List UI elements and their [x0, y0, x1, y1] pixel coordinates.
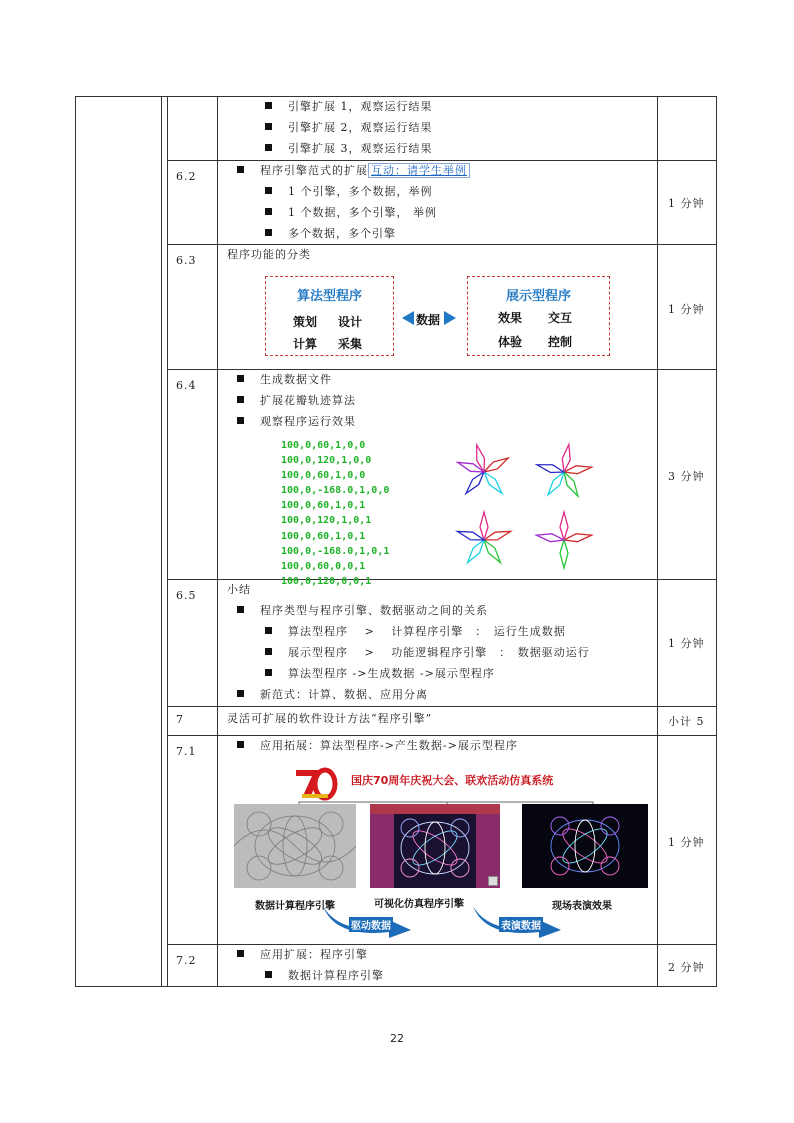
heading-text: 程序功能的分类 — [227, 248, 311, 261]
bullet-text: 观察程序运行效果 — [260, 415, 356, 428]
bullet-text: 多个数据，多个引擎 — [288, 227, 396, 240]
code-line: 100,0,60,0,0,1 — [281, 560, 366, 572]
bullet-icon — [237, 396, 244, 403]
algorithm-program-box — [265, 276, 394, 356]
bullet-text: 算法型程序 ->生成数据 ->展示型程序 — [288, 667, 495, 680]
section-number: 7 — [176, 713, 184, 726]
interaction-link[interactable]: 互动：请学生举例 — [368, 163, 470, 178]
row-content — [227, 580, 590, 706]
diagram-item: 计算 — [293, 337, 318, 351]
bullet-text: 1 个引擎，多个数据，举例 — [288, 185, 433, 198]
data-label: 数据 — [416, 313, 441, 327]
code-line: 100,0,-168.0,1,0,1 — [281, 545, 390, 557]
caption-calculation-engine: 数据计算程序引擎 — [255, 901, 335, 912]
bullet-text: 应用扩展：程序引擎 — [260, 948, 368, 961]
petal-pattern-1 — [452, 440, 516, 504]
bullet-icon — [265, 669, 272, 676]
bullet-icon — [265, 648, 272, 655]
diagram-item: 交互 — [548, 311, 573, 325]
bullet-text: 数据计算程序引擎 — [288, 969, 384, 982]
table-border-right — [716, 96, 717, 986]
bullet-icon — [265, 208, 272, 215]
petal-pattern-4 — [532, 508, 596, 572]
right-arrow-icon — [444, 311, 456, 325]
diagram-item: 策划 — [293, 315, 318, 329]
table-border-left — [75, 96, 76, 986]
table-divider-d — [657, 96, 658, 986]
section-number: 6.4 — [176, 379, 197, 392]
page-number: 22 — [390, 1032, 404, 1045]
data-file-code — [281, 438, 389, 589]
bullet-icon — [237, 950, 244, 957]
bullet-text: 程序类型与程序引擎、数据驱动之间的关系 — [260, 604, 488, 617]
bullet-icon — [237, 375, 244, 382]
bullet-icon — [237, 606, 244, 613]
diagram-title: 国庆70周年庆祝大会、联欢活动仿真系统 — [351, 774, 554, 787]
bullet-text: 应用拓展：算法型程序->产生数据->展示型程序 — [260, 739, 518, 752]
code-line: 100,0,60,1,0,1 — [281, 500, 366, 512]
petal-pattern-3 — [452, 508, 516, 572]
bullet-icon — [237, 741, 244, 748]
diagram-item: 效果 — [498, 311, 523, 325]
bullet-icon — [265, 187, 272, 194]
heading-text: 灵活可扩展的软件设计方法“程序引擎” — [227, 712, 433, 725]
heading-text: 小结 — [227, 583, 251, 596]
bullet-icon — [265, 102, 272, 109]
table-border-bottom — [75, 986, 717, 987]
code-line: 100,0,120,1,0,0 — [281, 455, 372, 467]
code-line: 100,0,60,1,0,0 — [281, 440, 366, 451]
bullet-icon — [265, 123, 272, 130]
code-line: 100,0,120,1,0,1 — [281, 515, 372, 527]
algorithm-program-title: 算法型程序 — [296, 289, 362, 304]
bullet-text: 算法型程序 > 计算程序引擎 ： 运行生成数据 — [288, 625, 566, 638]
bullet-text: 扩展花瓣轨迹算法 — [260, 394, 356, 407]
bullet-icon — [265, 229, 272, 236]
bullet-text: 程序引擎范式的扩展 — [260, 164, 368, 177]
bullet-icon — [237, 690, 244, 697]
simulation-diagram — [227, 760, 657, 940]
time-label: 1 分钟 — [668, 637, 705, 650]
section-number: 6.5 — [176, 589, 197, 602]
code-line: 100,0,60,1,0,1 — [281, 530, 366, 542]
performance-image — [522, 804, 648, 888]
diagram-item: 采集 — [338, 337, 363, 351]
time-label: 3 分钟 — [668, 470, 705, 483]
section-number: 6.2 — [176, 170, 197, 183]
calculation-image — [234, 804, 356, 888]
section-number: 6.3 — [176, 254, 197, 267]
row-content — [227, 97, 433, 160]
bullet-text: 引擎扩展 2，观察运行结果 — [288, 121, 433, 134]
table-divider-b — [167, 96, 168, 986]
section-number: 7.2 — [176, 954, 197, 967]
time-label: 小计 5 — [668, 715, 705, 728]
performance-data-label: 表演数据 — [499, 917, 543, 932]
left-arrow-icon — [402, 311, 414, 325]
diagram-item: 控制 — [548, 335, 573, 349]
bullet-icon — [265, 971, 272, 978]
bullet-icon — [265, 144, 272, 151]
section-number: 7.1 — [176, 745, 197, 758]
bullet-icon — [265, 627, 272, 634]
diagram-item: 体验 — [498, 335, 523, 349]
anniversary-logo — [292, 764, 338, 802]
drive-data-label: 驱动数据 — [349, 917, 393, 932]
bullet-icon — [237, 166, 244, 173]
time-label: 1 分钟 — [668, 197, 705, 210]
row-content — [227, 709, 432, 730]
bullet-text: 展示型程序 > 功能逻辑程序引擎 ： 数据驱动运行 — [288, 646, 590, 659]
row-line — [167, 706, 717, 707]
bullet-text: 1 个数据，多个引擎， 举例 — [288, 206, 437, 219]
row-content — [227, 736, 518, 757]
table-divider-a — [161, 96, 162, 986]
row-content — [227, 370, 356, 433]
code-line: 100,0,60,1,0,0 — [281, 470, 366, 482]
diagram-item: 设计 — [338, 315, 363, 329]
time-label: 1 分钟 — [668, 836, 705, 849]
code-line: 100,0,120,0,0,1 — [281, 575, 372, 587]
code-line: 100,0,-168.0,1,0,0 — [281, 485, 390, 497]
row-content — [227, 161, 470, 245]
simulation-image — [370, 804, 500, 888]
display-program-box — [467, 276, 610, 356]
bullet-text: 引擎扩展 3，观察运行结果 — [288, 142, 433, 155]
table-divider-c — [217, 96, 218, 986]
bullet-icon — [237, 417, 244, 424]
row-content — [227, 945, 384, 987]
caption-performance-effect: 现场表演效果 — [552, 901, 612, 912]
caption-simulation-engine: 可视化仿真程序引擎 — [374, 899, 464, 910]
time-label: 2 分钟 — [668, 961, 705, 974]
row-content — [227, 245, 311, 266]
time-label: 1 分钟 — [668, 303, 705, 316]
bullet-text: 生成数据文件 — [260, 373, 332, 386]
display-program-title: 展示型程序 — [505, 289, 571, 304]
petal-pattern-2 — [532, 440, 596, 504]
bullet-text: 引擎扩展 1，观察运行结果 — [288, 100, 433, 113]
bullet-text: 新范式：计算、数据、应用分离 — [260, 688, 428, 701]
